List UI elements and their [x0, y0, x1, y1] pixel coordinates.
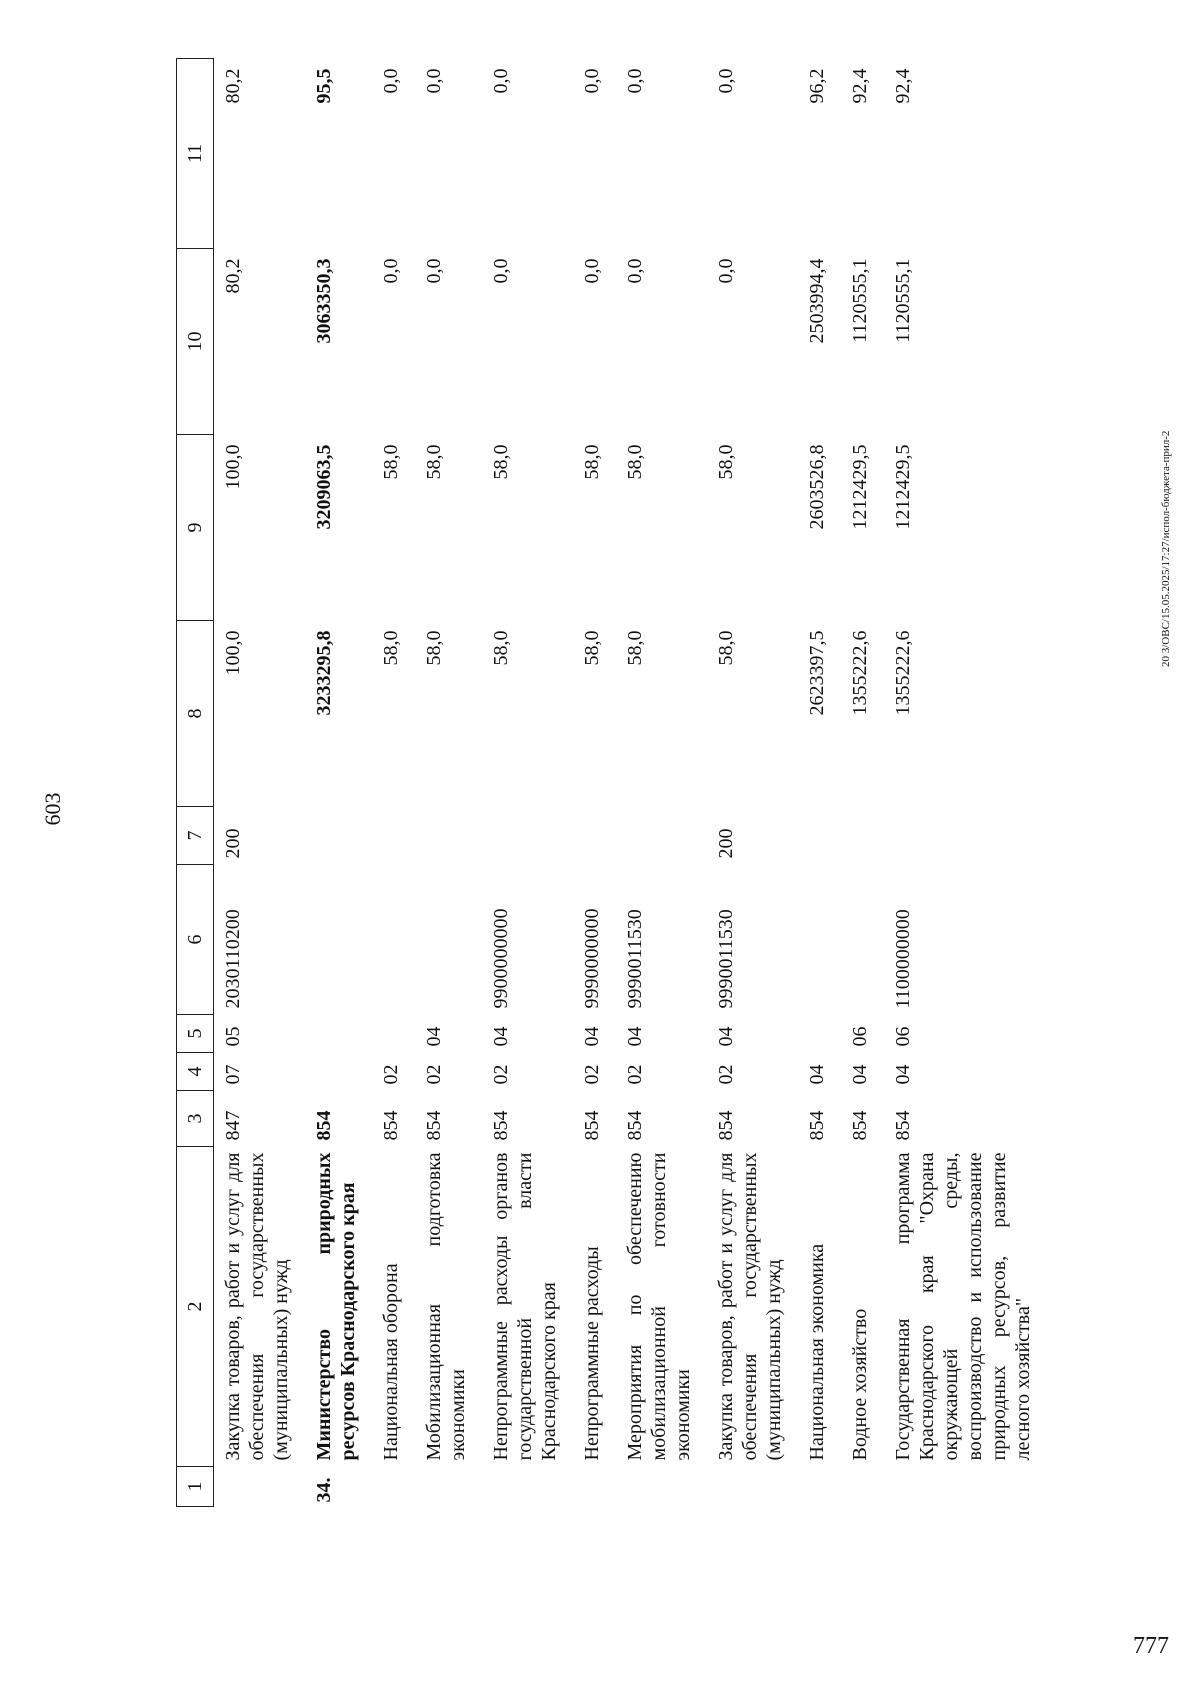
cell-value-8: 58,0	[624, 630, 646, 666]
table-row	[573, 59, 616, 1507]
cell-ministry: 854	[892, 1110, 914, 1141]
cell-value-9: 58,0	[624, 444, 646, 480]
cell-value-11: 92,4	[892, 68, 914, 104]
cell-target-article	[372, 865, 415, 1015]
cell-value-11: 0,0	[581, 68, 603, 94]
cell-expense-type	[415, 807, 482, 865]
cell-subsection: 04	[624, 1026, 646, 1047]
col-header: 4	[177, 1053, 214, 1091]
row-number	[482, 1467, 573, 1507]
table-row	[415, 59, 482, 1507]
row-name: Национальная оборона	[380, 1263, 402, 1461]
sheet-number: 777	[1133, 1633, 1169, 1659]
row-name: Государственная программа Краснодарского края "Охрана окружающей среды, воспроизводство и использование природных ресурсов, развитие лесного хозяйства"	[892, 1152, 1034, 1461]
table-row	[884, 59, 1047, 1507]
table-row	[372, 59, 415, 1507]
cell-subsection	[798, 1015, 841, 1053]
cell-target-article: 9990011530	[715, 909, 737, 1009]
cell-section: 02	[624, 1064, 646, 1085]
row-number	[214, 1467, 306, 1507]
cell-value-8: 58,0	[490, 630, 512, 666]
cell-ministry: 854	[490, 1110, 512, 1141]
row-number	[415, 1467, 482, 1507]
cell-target-article: 1100000000	[892, 909, 914, 1009]
cell-value-10: 0,0	[380, 258, 402, 284]
cell-ministry: 854	[806, 1110, 828, 1141]
cell-expense-type	[616, 807, 707, 865]
cell-subsection: 04	[581, 1026, 603, 1047]
row-name: Закупка товаров, работ и услуг для обеспечения государственных (муниципальных) нужд	[222, 1152, 292, 1461]
table-row	[707, 59, 798, 1507]
cell-expense-type	[573, 807, 616, 865]
cell-value-11: 0,0	[490, 68, 512, 94]
col-header: 8	[177, 621, 214, 807]
col-header: 5	[177, 1015, 214, 1053]
row-number	[884, 1467, 1047, 1507]
cell-subsection: 06	[892, 1026, 914, 1047]
row-name: Непрограммные расходы	[581, 1246, 603, 1461]
cell-section: 04	[806, 1064, 828, 1085]
cell-subsection	[305, 1015, 372, 1053]
cell-ministry: 854	[313, 1110, 335, 1141]
col-header: 7	[177, 807, 214, 865]
row-name: Мобилизационная подготовка экономики	[423, 1152, 469, 1461]
cell-value-10: 0,0	[423, 258, 445, 284]
table-header-row	[177, 59, 214, 1507]
col-header: 6	[177, 865, 214, 1015]
cell-expense-type	[841, 807, 884, 865]
cell-value-10: 1120555,1	[849, 258, 871, 343]
table-row	[482, 59, 573, 1507]
cell-value-8: 58,0	[715, 630, 737, 666]
table-row	[616, 59, 707, 1507]
cell-section: 07	[222, 1064, 244, 1085]
cell-expense-type	[884, 807, 1047, 865]
row-name: Непрограммные расходы органов государственной власти Краснодарского края	[490, 1152, 560, 1461]
cell-expense-type	[305, 807, 372, 865]
cell-value-10: 0,0	[490, 258, 512, 284]
cell-subsection: 04	[423, 1026, 445, 1047]
footer-code: 20 3/ОВС/15.05.2025/17:27/испол-бюджета-прил-2	[1160, 430, 1172, 667]
col-header: 9	[177, 435, 214, 621]
col-header: 2	[177, 1147, 214, 1467]
cell-value-9: 58,0	[581, 444, 603, 480]
cell-value-9: 58,0	[715, 444, 737, 480]
cell-ministry: 854	[715, 1110, 737, 1141]
cell-section	[305, 1053, 372, 1091]
row-number	[616, 1467, 707, 1507]
cell-expense-type	[372, 807, 415, 865]
cell-value-9: 58,0	[423, 444, 445, 480]
row-name: Национальная экономика	[806, 1243, 828, 1461]
cell-expense-type	[482, 807, 573, 865]
cell-ministry: 847	[222, 1110, 244, 1141]
cell-value-8: 1355222,6	[849, 630, 871, 716]
row-name: Министерство природных ресурсов Краснодарского края	[313, 1152, 359, 1461]
cell-section: 02	[423, 1064, 445, 1085]
cell-value-9: 58,0	[380, 444, 402, 480]
cell-value-11: 92,4	[849, 68, 871, 104]
budget-table-wrapper	[176, 59, 1047, 1507]
cell-target-article	[305, 865, 372, 1015]
cell-section: 04	[892, 1064, 914, 1085]
cell-target-article	[415, 865, 482, 1015]
table-row	[305, 59, 372, 1507]
cell-ministry: 854	[624, 1110, 646, 1141]
cell-target-article: 9900000000	[490, 908, 512, 1009]
cell-value-8: 3233295,8	[313, 630, 335, 716]
table-row	[214, 59, 306, 1507]
cell-value-8: 2623397,5	[806, 630, 828, 716]
cell-section: 02	[380, 1064, 402, 1085]
cell-value-11: 0,0	[715, 68, 737, 94]
cell-value-9: 58,0	[490, 444, 512, 480]
cell-value-11: 0,0	[423, 68, 445, 94]
cell-section: 02	[581, 1064, 603, 1085]
cell-target-article: 9990011530	[624, 909, 646, 1009]
cell-value-8: 100,0	[222, 630, 244, 676]
cell-subsection: 04	[490, 1026, 512, 1047]
budget-table	[176, 58, 1047, 1507]
row-name: Закупка товаров, работ и услуг для обеспечения государственных (муниципальных) нужд	[715, 1152, 785, 1461]
row-number	[707, 1467, 798, 1507]
cell-value-11: 80,2	[222, 68, 244, 104]
cell-ministry: 854	[849, 1110, 871, 1141]
cell-target-article: 2030110200	[222, 909, 244, 1009]
cell-value-10: 3063350,3	[313, 258, 335, 344]
cell-value-10: 0,0	[624, 258, 646, 284]
cell-value-8: 58,0	[423, 630, 445, 666]
cell-target-article: 9990000000	[581, 908, 603, 1009]
cell-ministry: 854	[380, 1110, 402, 1141]
cell-ministry: 854	[581, 1110, 603, 1141]
table-row	[841, 59, 884, 1507]
row-number	[573, 1467, 616, 1507]
cell-value-10: 2503994,4	[806, 258, 828, 344]
cell-section: 04	[849, 1064, 871, 1085]
cell-expense-type: 200	[222, 828, 244, 859]
cell-subsection: 06	[849, 1026, 871, 1047]
row-name: Мероприятия по обеспечению мобилизационной готовности экономики	[624, 1152, 694, 1461]
cell-value-10: 0,0	[715, 258, 737, 284]
cell-value-11: 0,0	[380, 68, 402, 94]
col-header: 11	[177, 59, 214, 249]
cell-value-9: 1212429,5	[849, 444, 871, 530]
row-name: Водное хозяйство	[849, 1308, 871, 1461]
cell-value-11: 0,0	[624, 68, 646, 94]
cell-subsection: 05	[222, 1026, 244, 1047]
table-row	[798, 59, 841, 1507]
cell-section: 02	[715, 1064, 737, 1085]
cell-subsection	[372, 1015, 415, 1053]
cell-target-article	[798, 865, 841, 1015]
cell-target-article	[841, 865, 884, 1015]
cell-value-10: 1120555,1	[892, 258, 914, 343]
cell-value-8: 1355222,6	[892, 630, 914, 716]
cell-value-8: 58,0	[581, 630, 603, 666]
row-number	[372, 1467, 415, 1507]
col-header: 10	[177, 249, 214, 435]
cell-expense-type: 200	[715, 828, 737, 859]
cell-value-11: 96,2	[806, 68, 828, 104]
cell-value-10: 80,2	[222, 258, 244, 294]
row-number	[798, 1467, 841, 1507]
row-number: 34.	[313, 1477, 335, 1503]
cell-section: 02	[490, 1064, 512, 1085]
cell-value-9: 2603526,8	[806, 444, 828, 530]
cell-value-8: 58,0	[380, 630, 402, 666]
cell-expense-type	[798, 807, 841, 865]
col-header: 1	[177, 1467, 214, 1507]
cell-value-9: 1212429,5	[892, 444, 914, 530]
col-header: 3	[177, 1091, 214, 1147]
page-number: 603	[40, 792, 65, 826]
cell-value-9: 3209063,5	[313, 444, 335, 530]
cell-ministry: 854	[423, 1110, 445, 1141]
cell-value-9: 100,0	[222, 444, 244, 490]
cell-value-10: 0,0	[581, 258, 603, 284]
cell-value-11: 95,5	[313, 68, 335, 104]
cell-subsection: 04	[715, 1026, 737, 1047]
row-number	[841, 1467, 884, 1507]
